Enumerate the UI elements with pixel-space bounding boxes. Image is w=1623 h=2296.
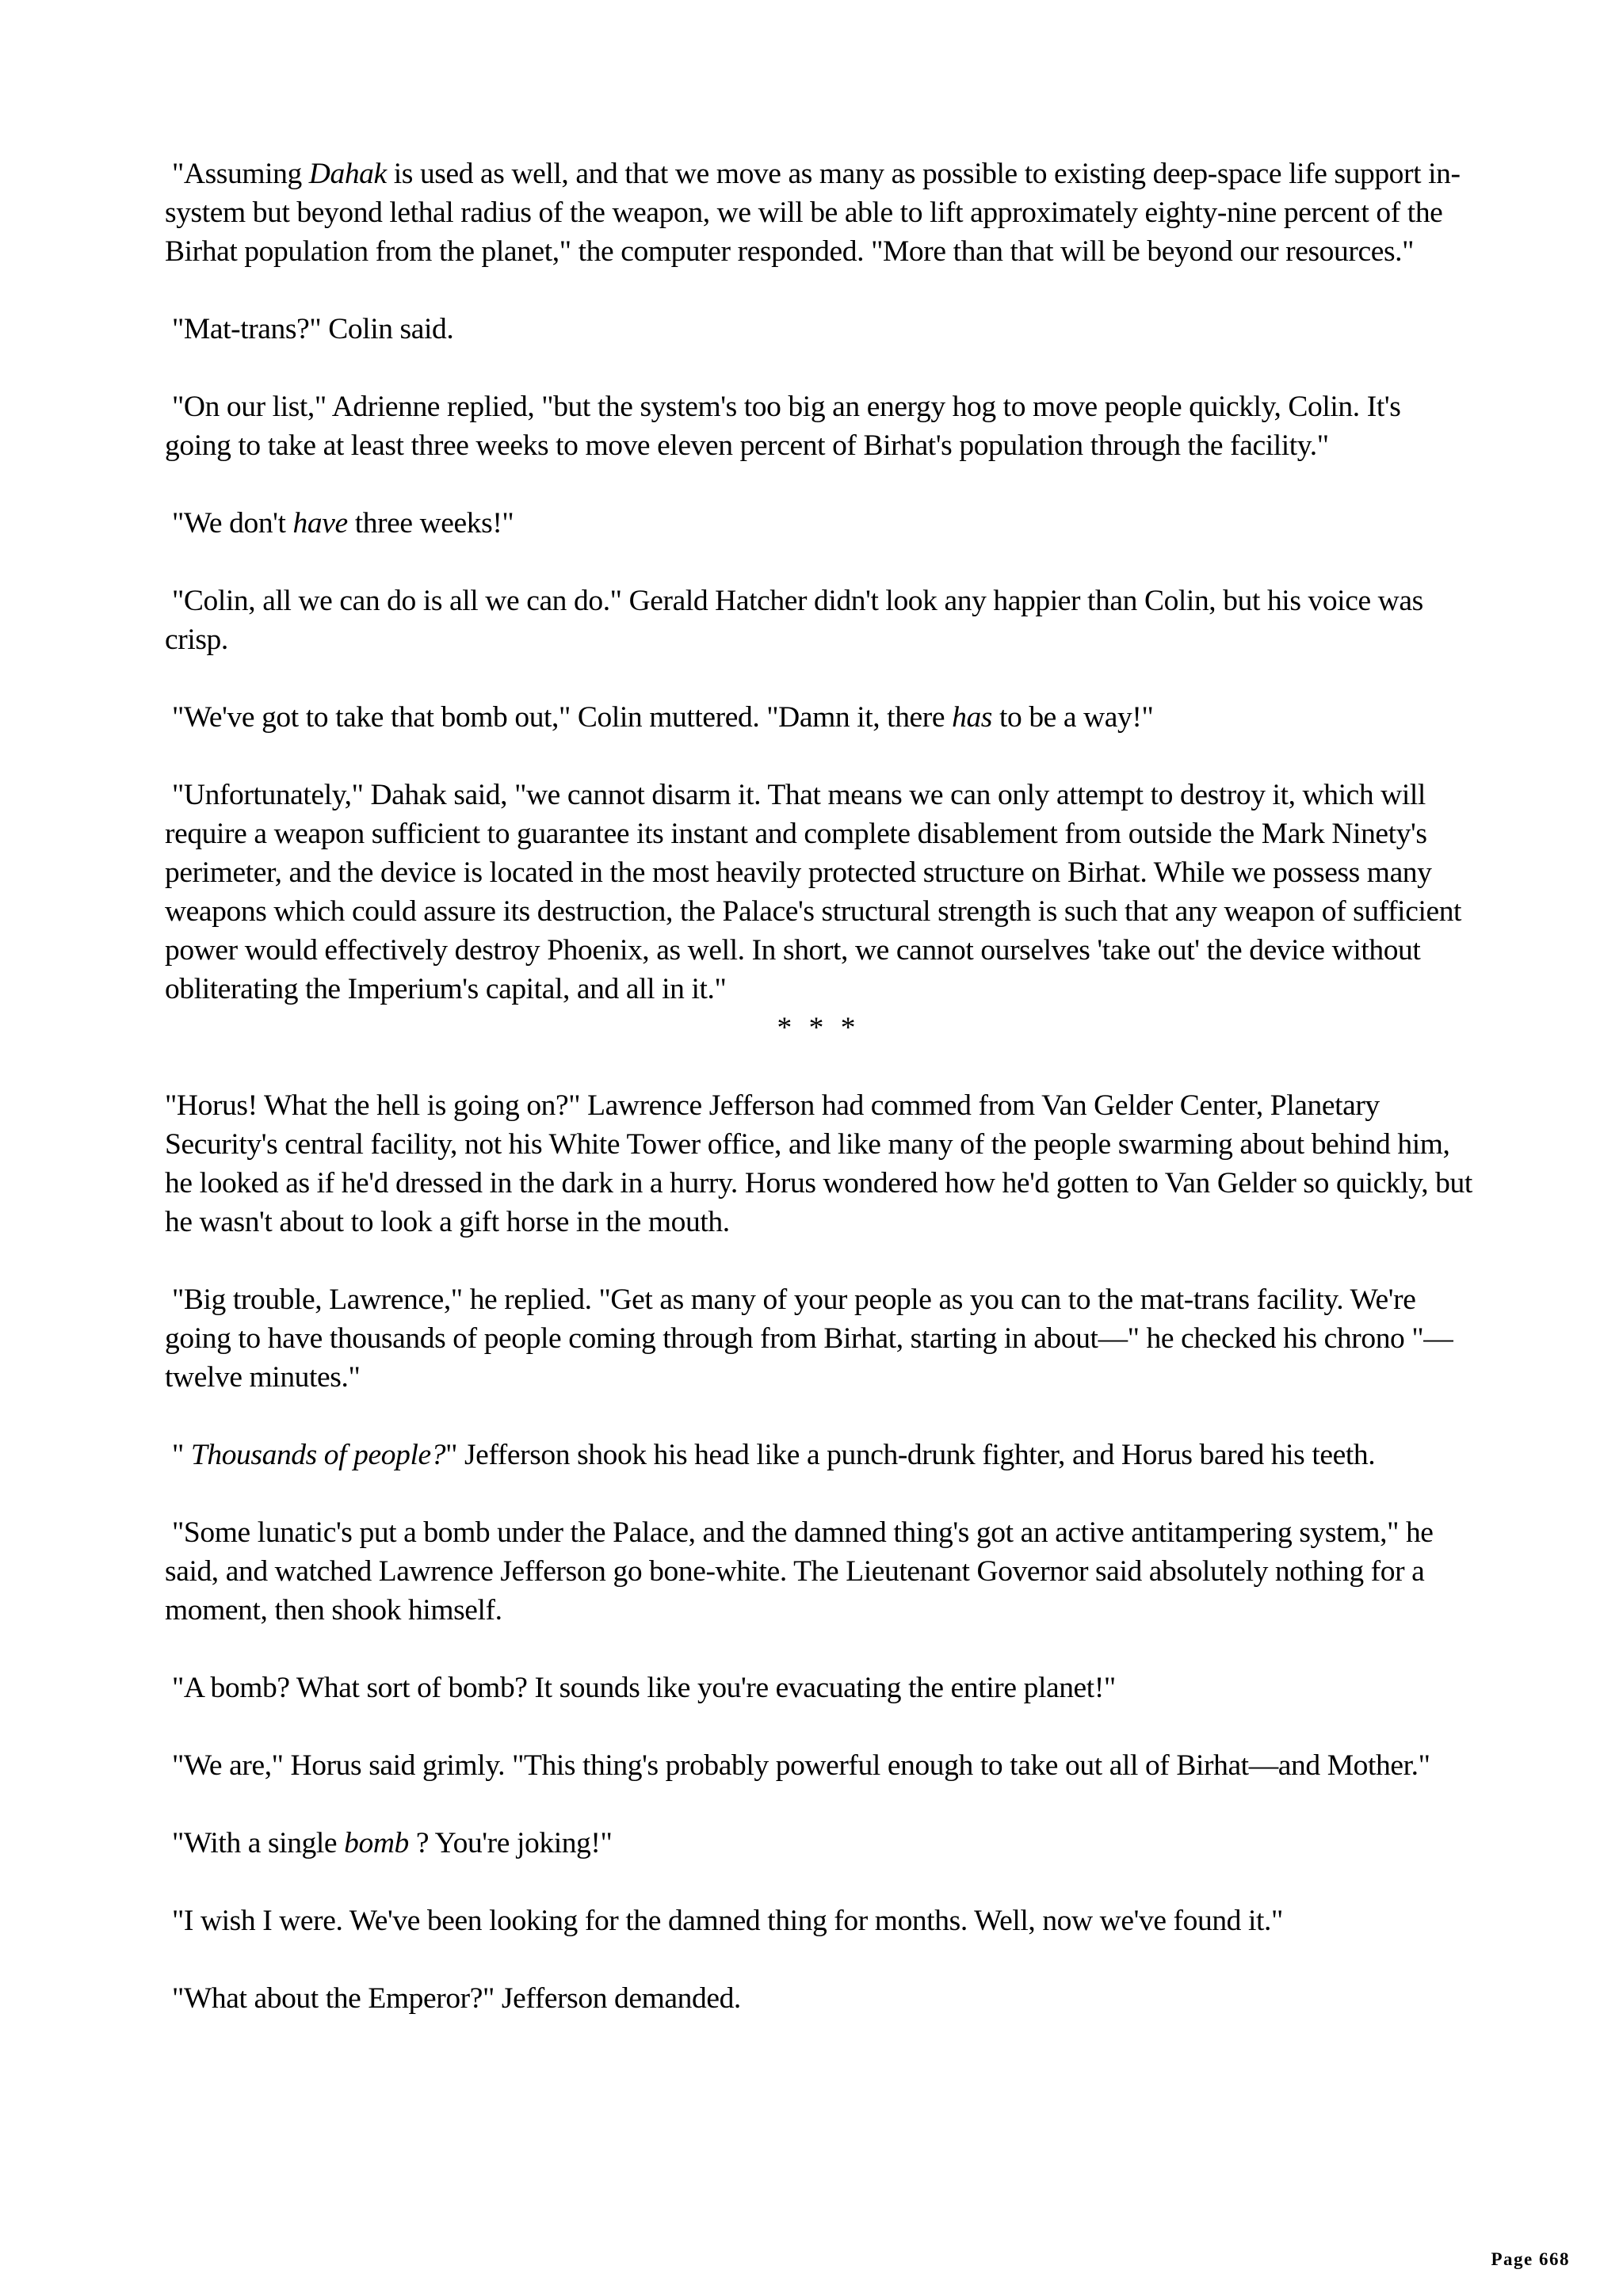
paragraph (165, 1824, 1472, 1863)
paragraph (165, 154, 1472, 271)
text-run: "We've got to take that bomb out," Colin muttered. "Damn it, there (172, 701, 953, 734)
text-run: "With a single (172, 1827, 345, 1859)
text-run: " Jefferson shook his head like a punch-drunk fighter, and Horus bared his teeth. (445, 1439, 1376, 1471)
text-run: "Horus! What the hell is going on?" Lawrence Jefferson had commed from Van Gelder Center, Planetary Security's central facility, not his White Tower office, and like many of the people swarming about behind him, he looked as if he'd dressed in the dark in a hurry. Horus wondered how he'd gotten to Van Gelder so quickly, but he wasn't about to look a gift horse in the mouth. (165, 1089, 1472, 1238)
paragraph (165, 387, 1472, 465)
text-run: "On our list," Adrienne replied, "but the system's too big an energy hog to move people quickly, Colin. It's going to take at least three weeks to move eleven percent of Birhat's population through the facility." (165, 391, 1401, 462)
text-run: ? You're joking!" (408, 1827, 613, 1859)
text-run: three weeks!" (347, 507, 514, 540)
paragraph (165, 1280, 1472, 1397)
italic-text: bomb (344, 1827, 409, 1859)
text-run: "Some lunatic's put a bomb under the Palace, and the damned thing's got an active antitampering system," he said, and watched Lawrence Jefferson go bone-white. The Lieutenant Governor said absolutely nothing for a moment, then shook himself. (165, 1516, 1434, 1627)
paragraph (165, 582, 1472, 659)
paragraph (165, 310, 1472, 349)
italic-text: have (292, 507, 348, 540)
scene-break: * * * (777, 1012, 861, 1044)
document-body (165, 154, 1472, 2057)
italic-text: has (952, 701, 993, 734)
paragraph (165, 1746, 1472, 1785)
text-run: "We don't (172, 507, 293, 540)
paragraph (165, 1979, 1472, 2018)
paragraph (165, 1669, 1472, 1707)
text-run: is used as well, and that we move as many as possible to existing deep-space life support in-system but beyond lethal radius of the weapon, we will be able to lift approximately eighty-nine percent of the Birhat population from the planet," the computer responded. "More than that will be beyond our resources." (165, 158, 1461, 268)
paragraph (165, 698, 1472, 737)
paragraph (165, 1436, 1472, 1474)
page-number: Page 668 (1491, 2249, 1570, 2269)
paragraph (165, 504, 1472, 543)
text-run: "Big trouble, Lawrence," he replied. "Get as many of your people as you can to the mat-trans facility. We're going to have thousands of people coming through from Birhat, starting in about—" he checked his chrono "—twelve minutes." (165, 1283, 1453, 1394)
paragraph (165, 1513, 1472, 1630)
text-run: "Colin, all we can do is all we can do." Gerald Hatcher didn't look any happier than Colin, but his voice was crisp. (165, 585, 1423, 656)
text-run: "What about the Emperor?" Jefferson demanded. (172, 1982, 741, 2015)
text-run: "I wish I were. We've been looking for the damned thing for months. Well, now we've found it." (172, 1905, 1283, 1937)
text-run: "Unfortunately," Dahak said, "we cannot disarm it. That means we can only attempt to destroy it, which will require a weapon sufficient to guarantee its instant and complete disablement from outside the Mark Ninety's perimeter, and the device is located in the most heavily protected structure on Birhat. While we possess many weapons which could assure its destruction, the Palace's structural strength is such that any weapon of sufficient power would effectively destroy Phoenix, as well. In short, we cannot ourselves 'take out' the device without obliterating the Imperium's capital, and all in it." (165, 779, 1462, 1005)
text-run: "Assuming (172, 158, 309, 190)
paragraph (165, 776, 1472, 1009)
italic-text: Thousands of people? (190, 1439, 446, 1471)
text-run: "Mat-trans?" Colin said. (172, 313, 454, 345)
italic-text: Dahak (308, 158, 387, 190)
text-run: "We are," Horus said grimly. "This thing's probably powerful enough to take out all of Birhat—and Mother." (172, 1749, 1430, 1782)
paragraph (165, 1086, 1472, 1241)
text-run: to be a way!" (992, 701, 1154, 734)
paragraph (165, 1901, 1472, 1940)
text-run: "A bomb? What sort of bomb? It sounds like you're evacuating the entire planet!" (172, 1672, 1116, 1704)
text-run: " (172, 1439, 191, 1471)
